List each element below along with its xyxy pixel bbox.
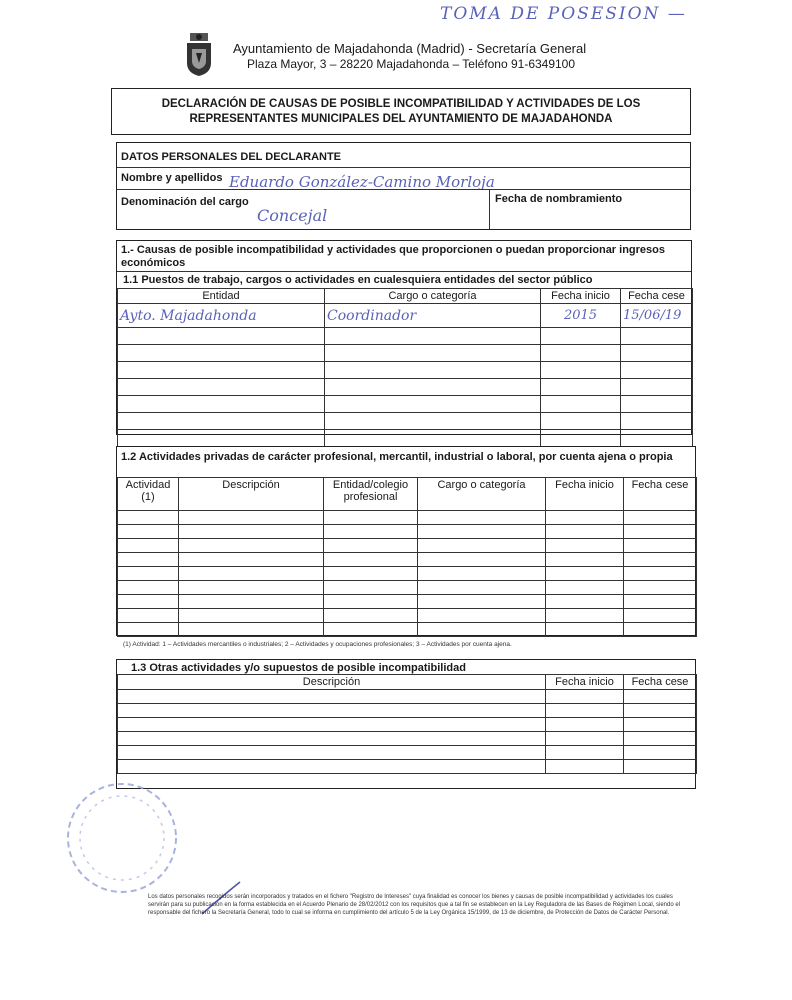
table-row (118, 732, 697, 746)
column-header-activity: Actividad (1) (118, 478, 179, 511)
table-row (118, 567, 697, 581)
title-line-2: REPRESENTANTES MUNICIPALES DEL AYUNTAMIENTO DE MAJADAHONDA (189, 113, 613, 125)
header-line-2: Plaza Mayor, 3 – 28220 Majadahonda – Teléfono 91-6349100 (247, 57, 576, 71)
table-row (118, 304, 693, 328)
position-cell[interactable]: Coordinador (325, 304, 541, 328)
personal-data-heading: DATOS PERSONALES DEL DECLARANTE (121, 151, 342, 163)
column-header-description: Descripción (179, 478, 324, 511)
handwritten-annotation: TOMA DE POSESION — (440, 4, 687, 24)
table-row (118, 413, 693, 430)
start-date-cell[interactable]: 2015 (541, 304, 621, 328)
appointment-date-label: Fecha de nombramiento (495, 193, 623, 205)
table-row (118, 362, 693, 379)
table-row (118, 690, 697, 704)
name-label: Nombre y apellidos (121, 172, 223, 184)
header-line-1: Ayuntamiento de Majadahonda (Madrid) - Secretaría General (233, 41, 587, 56)
column-header-start-date: Fecha inicio (546, 675, 624, 690)
title-line-1: DECLARACIÓN DE CAUSAS DE POSIBLE INCOMPATIBILIDAD Y ACTIVIDADES DE LOS (161, 98, 641, 110)
table-row (118, 379, 693, 396)
privacy-footer: Los datos personales recogidos serán incorporados y tratados en el fichero "Registro de Intereses" cuya finalidad es conocer los bienes y causas de posible incompatibilidad y actividades los cuales servirán para su publicación en la forma establecida en el Acuerdo Plenario de 28/02/2012 con los requisitos que a tal fin se establecen en la Ley Reguladora de las Bases de Régimen Local, siendo el responsable del fichero la Secretaría General, todo lo cual se informa en cumplimiento del artículo 5 de la Ley Orgánica 15/1999, de 13 de diciembre, de Protección de Datos de Carácter Personal. (148, 894, 681, 916)
column-header-professional-entity: Entidad/colegio profesional (324, 478, 418, 511)
end-date-cell[interactable]: 15/06/19 (621, 304, 693, 328)
role-label: Denominación del cargo (121, 196, 249, 208)
column-header-position: Cargo o categoría (418, 478, 546, 511)
section-1-2-table (117, 477, 697, 637)
table-row (118, 525, 697, 539)
table-row (118, 328, 693, 345)
table-row (118, 430, 693, 447)
official-stamp (62, 778, 182, 898)
table-row (118, 609, 697, 623)
section-1-3-table (117, 674, 697, 774)
section-1-heading: 1.- Causas de posible incompatibilidad y actividades que proporcionen o puedan proporcionar ingresos económicos (121, 244, 665, 269)
entity-cell[interactable]: Ayto. Majadahonda (118, 304, 325, 328)
column-header-position: Cargo o categoría (325, 289, 541, 304)
name-field[interactable]: Eduardo González-Camino Morloja (229, 173, 495, 191)
table-row (118, 345, 693, 362)
section-1-1-table (117, 288, 693, 447)
table-row (118, 718, 697, 732)
table-row (118, 595, 697, 609)
section-1-1-heading: 1.1 Puestos de trabajo, cargos o actividades en cualesquiera entidades del sector público (123, 274, 593, 286)
coat-of-arms-logo (184, 33, 214, 77)
table-row (118, 553, 697, 567)
column-header-end-date: Fecha cese (624, 675, 697, 690)
table-row (118, 581, 697, 595)
section-1-2-heading: 1.2 Actividades privadas de carácter profesional, mercantil, industrial o laboral, por cuenta ajena o propia (121, 451, 673, 463)
table-row (118, 623, 697, 637)
appointment-date-field[interactable] (495, 207, 685, 225)
column-header-start-date: Fecha inicio (541, 289, 621, 304)
table-row (118, 511, 697, 525)
column-header-end-date: Fecha cese (621, 289, 693, 304)
column-header-end-date: Fecha cese (624, 478, 697, 511)
activity-footnote: (1) Actividad: 1 – Actividades mercantiles o industriales; 2 – Actividades y ocupaciones profesionales; 3 – Actividades por cuenta ajena. (123, 641, 512, 648)
column-header-description: Descripción (118, 675, 546, 690)
column-header-start-date: Fecha inicio (546, 478, 624, 511)
document-title (111, 88, 691, 135)
table-row (118, 539, 697, 553)
role-field[interactable]: Concejal (257, 206, 328, 225)
table-row (118, 746, 697, 760)
column-header-entity: Entidad (118, 289, 325, 304)
personal-data-box (116, 142, 691, 230)
section-1-3-heading: 1.3 Otras actividades y/o supuestos de posible incompatibilidad (131, 662, 466, 674)
table-row (118, 396, 693, 413)
table-row (118, 704, 697, 718)
table-row (118, 760, 697, 774)
